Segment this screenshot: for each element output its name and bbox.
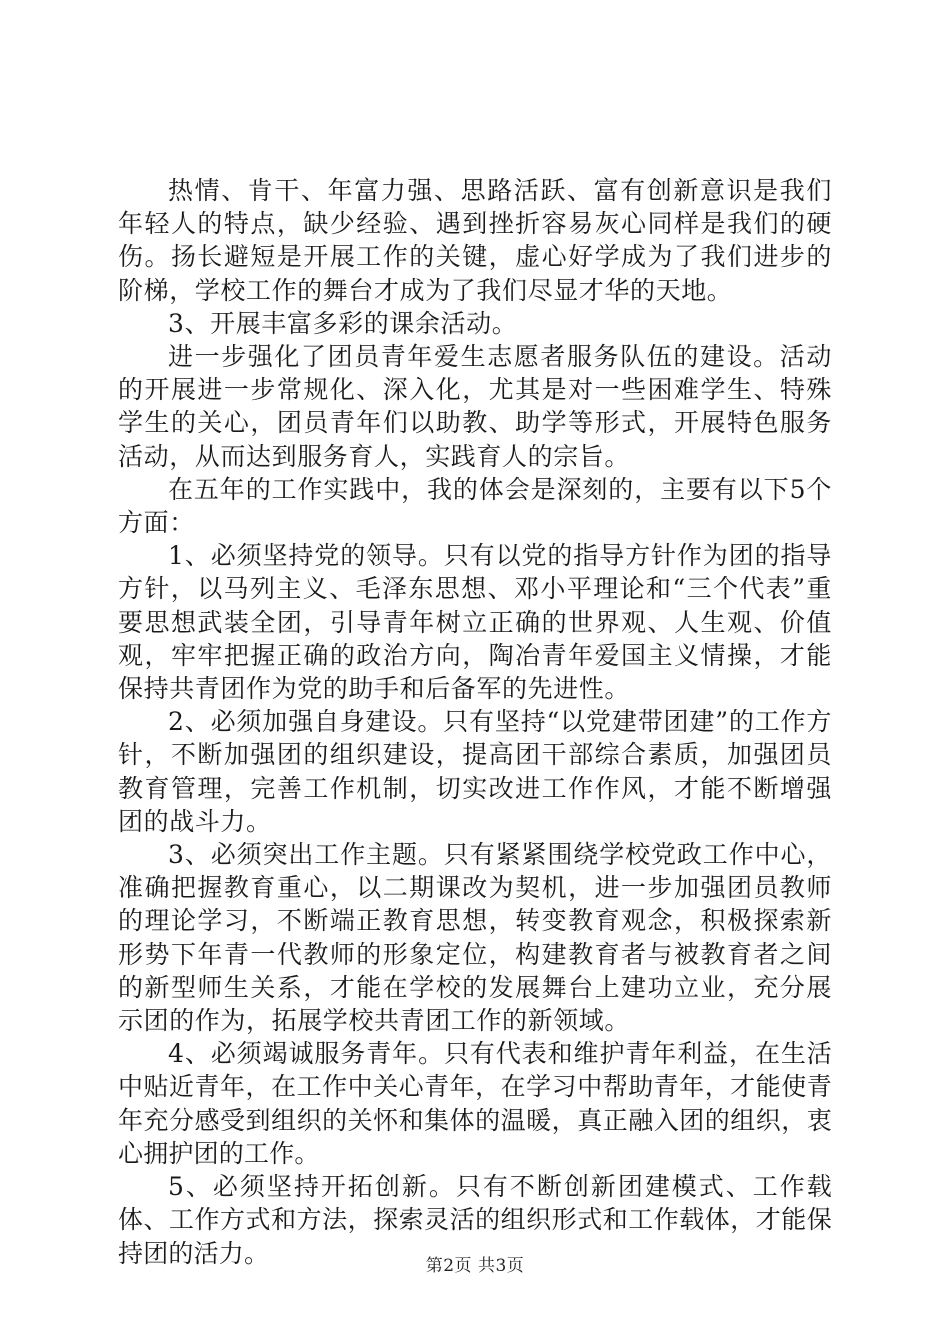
heading-extracurricular: 3、开展丰富多彩的课余活动。 [168, 308, 518, 338]
paragraph-point-4: 4、必须竭诚服务青年。只有代表和维护青年利益，在生活中贴近青年，在工作中关心青年，在学习中帮助青年，才能使青年充分感受到组织的关怀和集体的温暖，真正融入团的组织，衷心拥护团的工作。 [118, 1039, 832, 1168]
paragraph-volunteer-service: 进一步强化了团员青年爱生志愿者服务队伍的建设。活动的开展进一步常规化、深入化，尤其是对一些困难学生、特殊学生的关心，团员青年们以助教、助学等形式，开展特色服务活动，从而达到服务育人，实践育人的宗旨。 [118, 342, 832, 471]
page-footer: 第2页 共3页 [425, 1256, 525, 1276]
paragraph-point-3: 3、必须突出工作主题。只有紧紧围绕学校党政工作中心，准确把握教育重心，以二期课改为契机，进一步加强团员教师的理论学习，不断端正教育思想，转变教育观念，积极探索新形势下年青一代教师的形象定位，构建教育者与被教育者之间的新型师生关系，才能在学校的发展舞台上建功立业，充分展示团的作为，拓展学校共青团工作的新领域。 [118, 840, 832, 1036]
document-body [118, 174, 832, 1270]
paragraph-point-5: 5、必须坚持开拓创新。只有不断创新团建模式、工作载体、工作方式和方法，探索灵活的组织形式和工作载体，才能保持团的活力。 [118, 1172, 832, 1268]
paragraph-point-2: 2、必须加强自身建设。只有坚持“以党建带团建”的工作方针，不断加强团的组织建设，提高团干部综合素质，加强团员教育管理，完善工作机制，切实改进工作作风，才能不断增强团的战斗力。 [118, 707, 832, 836]
paragraph-five-aspects: 在五年的工作实践中，我的体会是深刻的，主要有以下5个方面： [118, 474, 832, 538]
paragraph-point-1: 1、必须坚持党的领导。只有以党的指导方针作为团的指导方针，以马列主义、毛泽东思想、邓小平理论和“三个代表”重要思想武装全团，引导青年树立正确的世界观、人生观、价值观，牢牢把握正确的政治方向，陶冶青年爱国主义情操，才能保持共青团作为党的助手和后备军的先进性。 [118, 541, 832, 704]
paragraph-youth-traits: 热情、肯干、年富力强、思路活跃、富有创新意识是我们年轻人的特点，缺少经验、遇到挫折容易灰心同样是我们的硬伤。扬长避短是开展工作的关键，虚心好学成为了我们进步的阶梯，学校工作的舞台才成为了我们尽显才华的天地。 [118, 176, 832, 305]
